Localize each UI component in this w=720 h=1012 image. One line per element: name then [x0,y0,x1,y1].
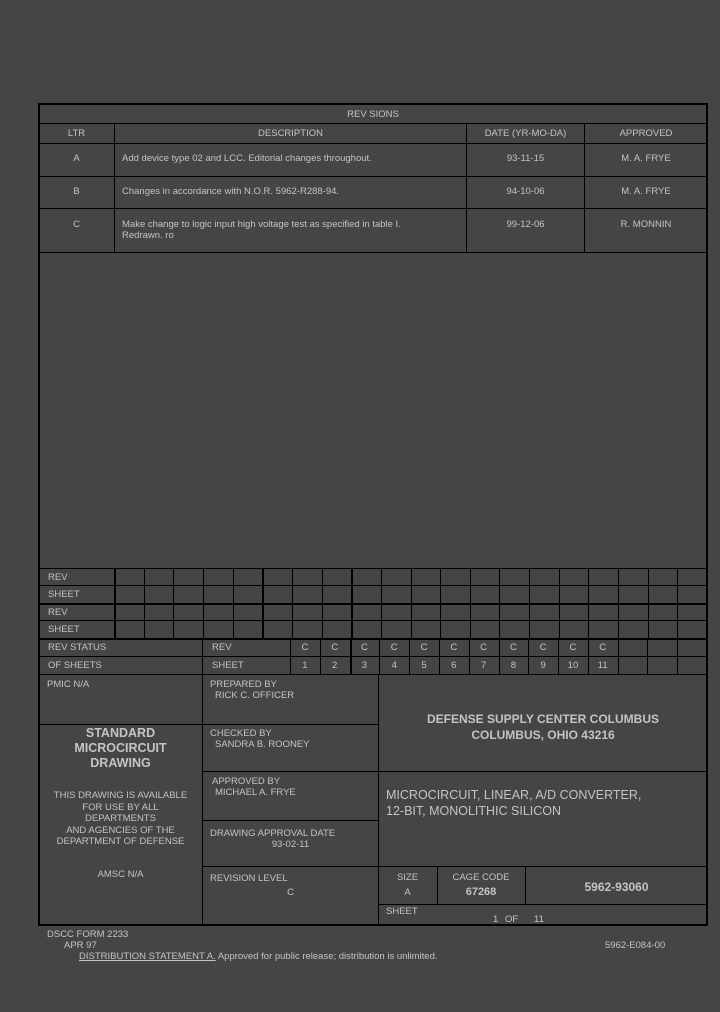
grid-line [499,568,500,638]
grid-line [38,568,708,569]
revisions-title: REV SIONS [347,109,399,120]
rev-description: Make change to logic input high voltage test as specified in table I. [122,219,401,230]
title-line: DRAWING [90,756,151,770]
rev-status-cell: C [480,642,488,653]
note-line: AND AGENCIES OF THE [66,824,175,836]
checked-label: CHECKED BY [210,728,272,739]
grid-line [381,568,382,638]
grid-line [38,603,708,605]
rev-status-cell: C [361,642,368,653]
grid-line [202,638,203,674]
grid-line [618,638,619,674]
amsc: AMSC N/A [97,869,144,880]
header-approved: APPROVED [619,128,673,139]
rev-description: Changes in accordance with N.O.R. 5962-R288-94. [122,186,340,197]
grid-rev-label: REV [48,572,68,583]
drawing-title [386,787,641,819]
grid-line [677,638,678,674]
note-line: FOR USE BY ALL [82,801,159,813]
sheet-number-cell: 6 [451,660,457,671]
rev-status-cell: C [450,642,458,653]
rev-ltr: C [73,219,80,230]
approval-date: 93-02-11 [271,839,310,850]
revision-level: C [287,887,294,898]
sheet-number-cell: 9 [540,660,546,671]
rev-status-cell: C [599,642,607,653]
header-ltr: LTR [67,128,86,139]
grid-sheet-label: SHEET [48,589,80,600]
approved-label: APPROVED BY [212,776,281,787]
grid-line [262,568,264,638]
sheet-label: SHEET [386,906,418,917]
status-rev-label: REV [212,642,232,653]
rev-status-cell: C [509,642,517,653]
title-line: STANDARD [85,726,156,740]
rev-status-cell: C [390,642,398,653]
sheet-number-cell: 2 [332,660,338,671]
of-sheets-label: OF SHEETS [48,660,102,671]
status-sheet-label: SHEET [212,660,244,671]
size-label: SIZE [396,872,419,883]
header-description: DESCRIPTION [258,128,323,139]
grid-line [648,568,649,638]
grid-line [114,568,116,638]
sheet-number-cell: 10 [567,660,579,671]
rev-description-line2: Redrawn. ro [122,230,174,241]
note-line: THIS DRAWING IS AVAILABLE [53,790,188,801]
form-number: DSCC FORM 2233 [47,929,129,940]
sheet-of: OF [505,914,519,925]
rev-date: 93-11-15 [506,153,545,164]
rev-status-cell: C [539,642,547,653]
revision-level-label: REVISION LEVEL [210,873,288,884]
grid-line [529,568,530,638]
rev-status-cell: C [331,642,339,653]
rev-approved: M. A. FRYE [621,153,671,164]
grid-line [470,568,471,638]
title-line: MICROCIRCUIT [74,741,167,755]
grid-line [411,568,412,638]
note-line: DEPARTMENTS [85,813,156,824]
rev-status-cell: C [420,642,428,653]
grid-line [707,568,708,638]
grid-sheet-label: SHEET [48,624,80,635]
sheet-number: 1 [493,914,499,925]
grid-line [38,656,708,657]
distribution-statement [79,951,438,962]
sheet-number-cell: 4 [391,660,397,671]
agency-line: COLUMBUS, OHIO 43216 [471,728,615,742]
grid-line [647,638,648,674]
grid-line [559,568,560,638]
grid-line [588,568,589,638]
sheet-number-cell: 11 [597,660,608,671]
statement-text: Approved for public release; distribution is unlimited. [215,951,438,962]
grid-line [38,585,708,586]
cage-code: 67268 [465,886,497,898]
approved-by: MICHAEL A. FRYE [215,787,296,798]
rev-description: Add device type 02 and LCC. Editorial changes throughout. [122,153,372,164]
grid-rev-label: REV [48,607,68,618]
grid-line [707,638,708,674]
grid-line [351,568,353,638]
checked-by: SANDRA B. ROONEY [215,739,310,750]
statement-label: DISTRIBUTION STATEMENT A. [79,951,216,962]
title-line: MICROCIRCUIT, LINEAR, A/D CONVERTER, [386,788,642,802]
document-code: 5962-E084-00 [605,940,666,951]
grid-line [677,568,678,638]
availability-note [38,790,203,848]
sheet-total: 11 [534,914,544,925]
rev-approved: M. A. FRYE [621,186,671,197]
pmic: PMIC N/A [47,679,90,690]
size: A [404,887,411,898]
rev-status-cell: C [301,642,309,653]
rev-status-label: REV STATUS [48,642,107,653]
rev-date: 99-12-06 [506,219,545,230]
title-line: 12-BIT, MONOLITHIC SILICON [386,804,562,818]
grid-line [618,568,619,638]
agency-line: DEFENSE SUPPLY CENTER COLUMBUS [426,712,660,726]
rev-approved: R. MONNIN [620,219,672,230]
rev-ltr: A [73,153,80,164]
standard-drawing-title [38,726,203,771]
sheet-number-cell: 7 [480,660,487,671]
grid-line [233,568,234,638]
grid-line [292,568,293,638]
grid-line [322,568,323,638]
grid-line [203,568,204,638]
grid-line [173,568,174,638]
sheet-number-cell: 8 [510,660,517,671]
rev-status-cell: C [569,642,577,653]
agency-name [378,711,708,743]
sheet-number-cell: 5 [421,660,427,671]
rev-date: 94-10-06 [506,186,545,197]
grid-line [38,620,708,621]
grid-line [38,638,708,640]
approval-date-label: DRAWING APPROVAL DATE [210,828,336,839]
prepared-by: RICK C. OFFICER [215,690,295,701]
note-line: DEPARTMENT OF DEFENSE [56,836,185,847]
grid-line [440,568,441,638]
cage-label: CAGE CODE [452,872,510,883]
rev-ltr: B [73,186,80,197]
grid-line [144,568,145,638]
form-date: APR 97 [64,940,97,951]
header-date: DATE (YR-MO-DA) [484,128,567,139]
sheet-number-cell: 1 [302,660,308,671]
sheet-number-cell: 3 [361,660,368,671]
prepared-label: PREPARED BY [210,679,277,690]
drawing-number: 5962-93060 [584,880,649,894]
